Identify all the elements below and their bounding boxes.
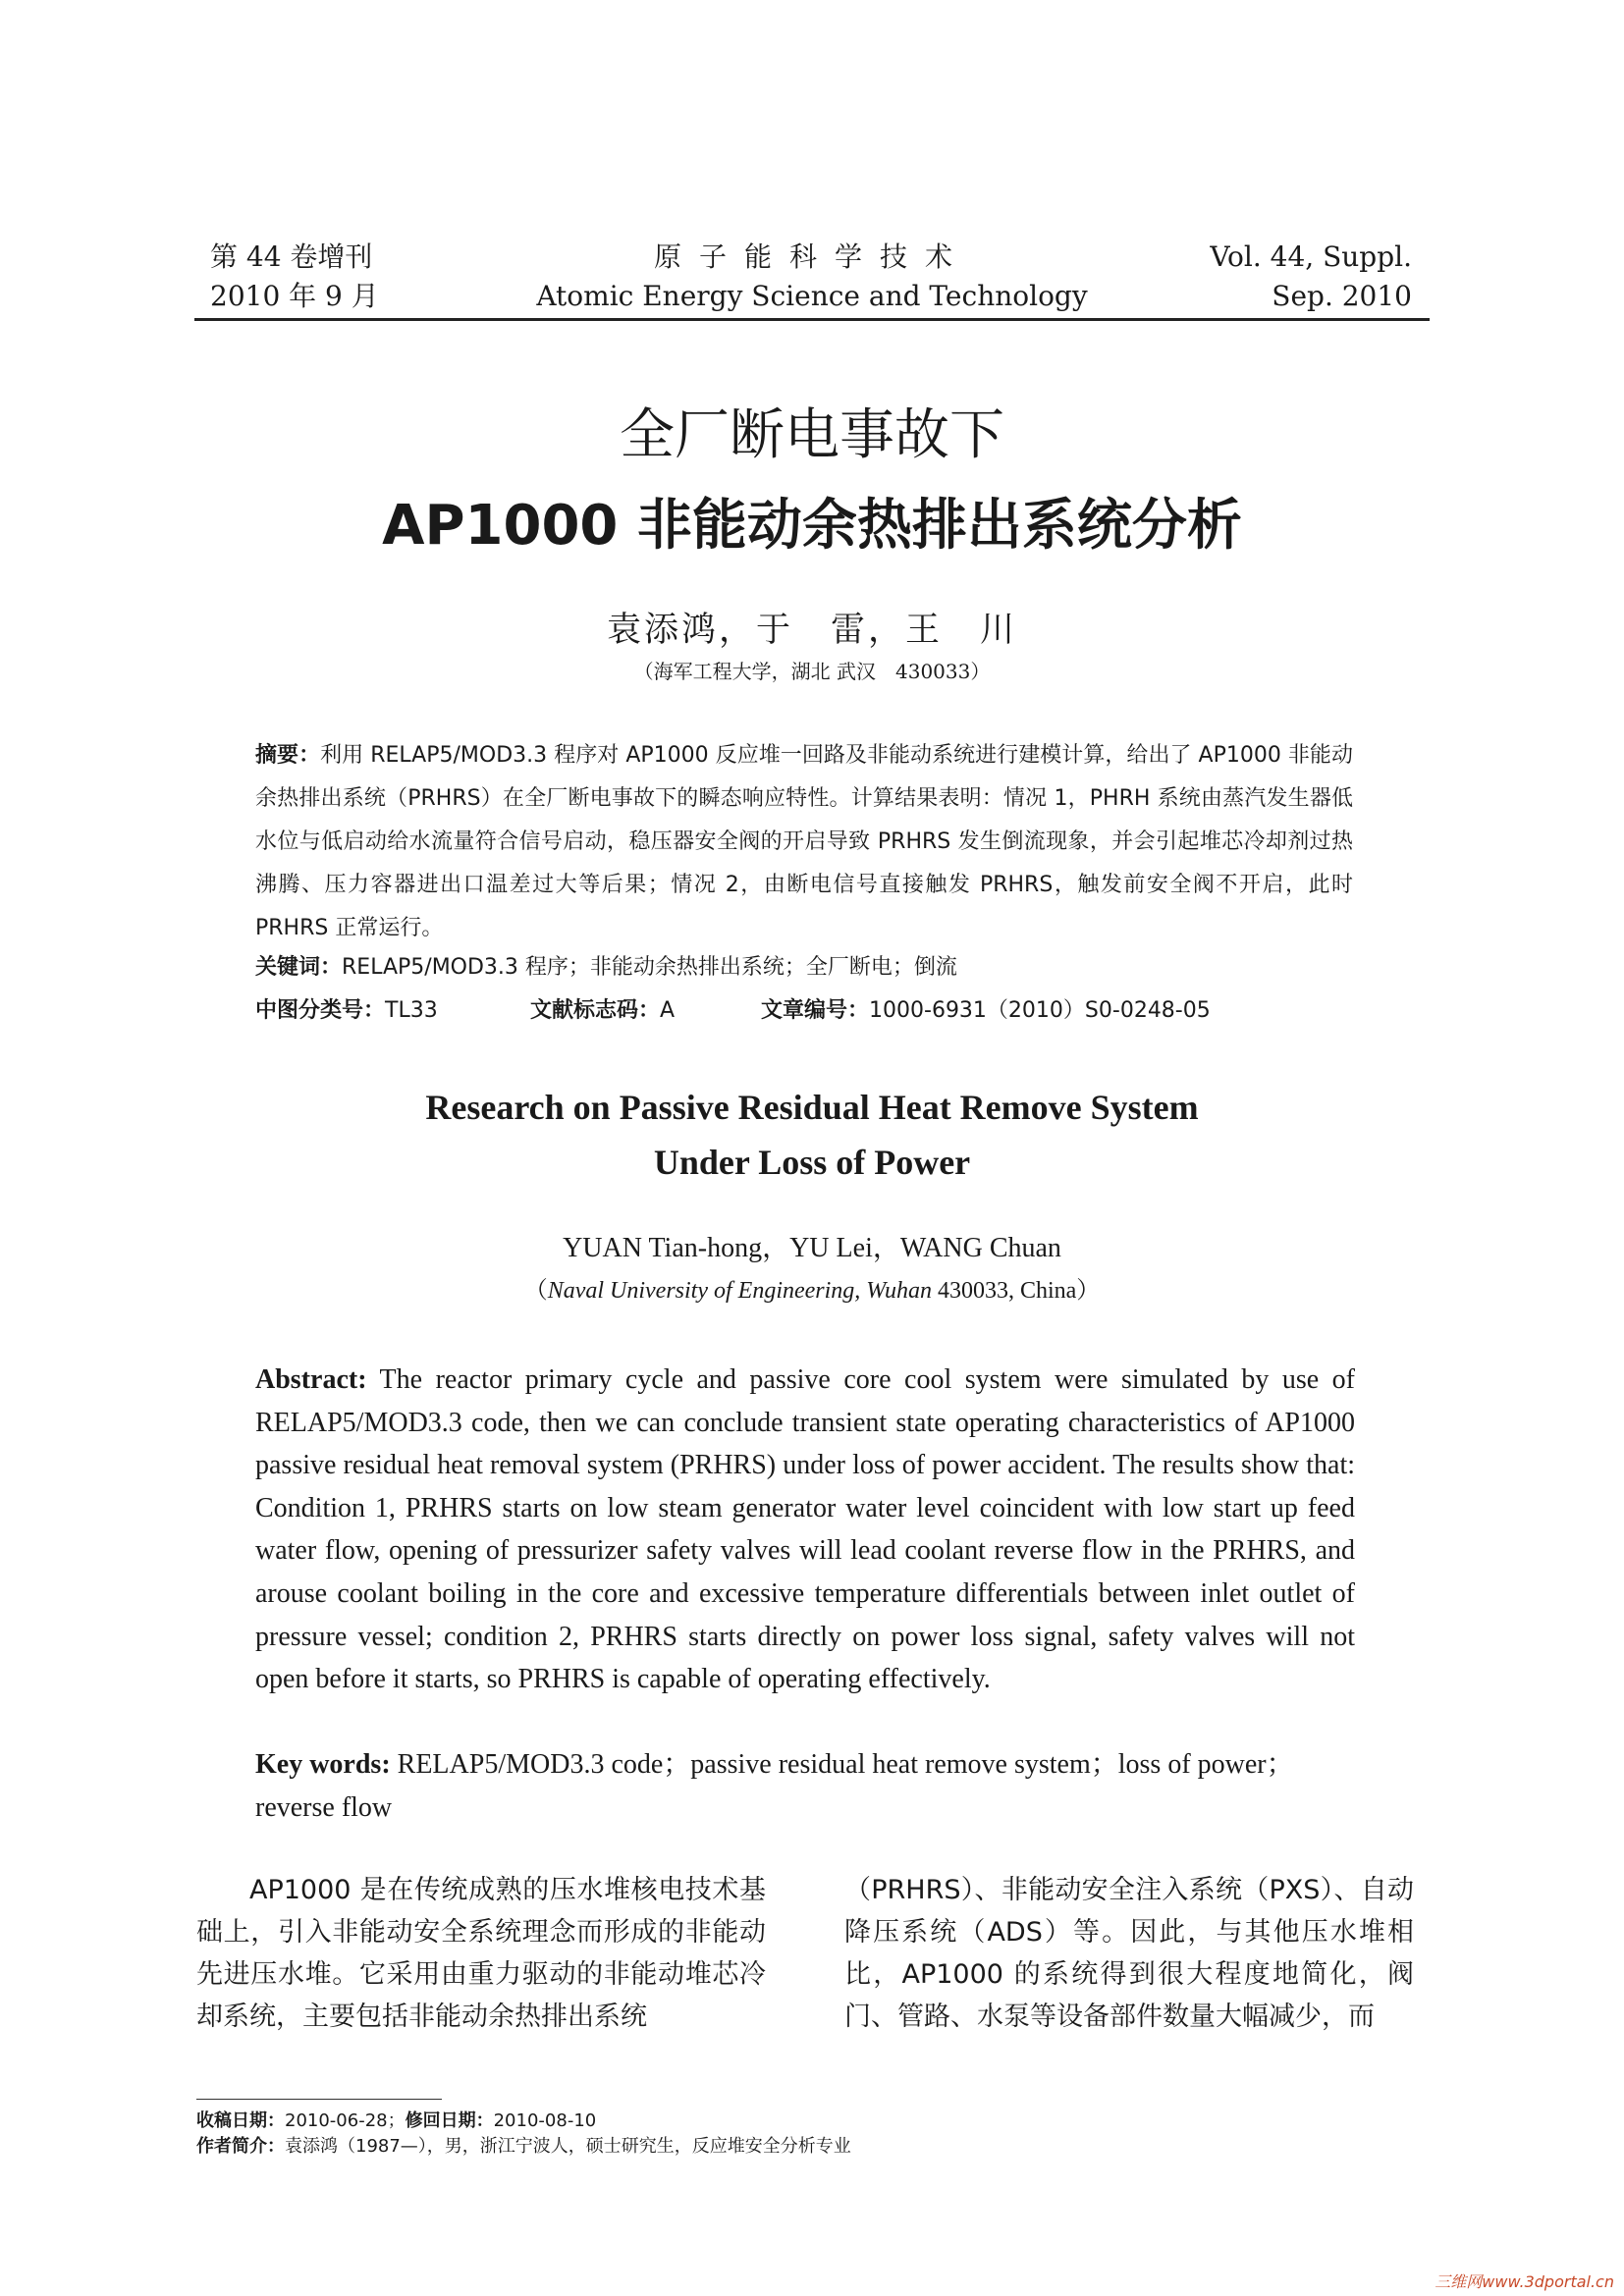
clc-label: 中图分类号： xyxy=(255,998,386,1023)
keywords-cn-label: 关键词： xyxy=(255,955,343,980)
doc-code xyxy=(530,989,761,1033)
article-number xyxy=(761,989,1211,1033)
revised-label: 修回日期： xyxy=(405,2110,494,2131)
journal-name-en: Atomic Energy Science and Technology xyxy=(536,280,1088,312)
footnote-rule xyxy=(196,2099,442,2100)
footnote-dates xyxy=(196,2109,1375,2134)
abstract-cn-label: 摘要： xyxy=(255,743,321,768)
author-label: 作者简介： xyxy=(196,2136,285,2157)
revised-value: 2010-08-10 xyxy=(493,2110,597,2131)
abstract-en xyxy=(255,1359,1355,1701)
title-en-line2: Under Loss of Power xyxy=(653,1143,971,1182)
clc-code xyxy=(255,989,530,1033)
classification-line xyxy=(255,989,1353,1033)
abstract-cn xyxy=(255,734,1353,950)
body-column-left xyxy=(196,1869,766,2038)
affiliation-en xyxy=(0,1274,1624,1308)
title-cn-line1: 全厂断电事故下 xyxy=(620,403,1004,467)
body-paragraph-left: AP1000 是在传统成熟的压水堆核电技术基础上，引入非能动安全系统理念而形成的非能动先进压水堆。它采用由重力驱动的非能动堆芯冷却系统，主要包括非能动余热排出系统 xyxy=(196,1875,766,2032)
doc-value: A xyxy=(660,998,676,1023)
abstract-cn-text: 利用 RELAP5/MOD3.3 程序对 AP1000 反应堆一回路及非能动系统进行建模计算，给出了 AP1000 非能动余热排出系统（PRHRS）在全厂断电事故下的瞬态响应特性。计算结果表明：情况 1，PHRH 系统由蒸汽发生器低水位与低启动给水流量符合信号启动，稳压器安全阀的开启导致 PRHRS 发生倒流现象，并会引起堆芯冷却剂过热沸腾、压力容器进出口温差过大等后果；情况 2，由断电信号直接触发 PRHRS，触发前安全阀不开启，此时 PRHRS 正常运行。 xyxy=(255,743,1353,940)
keywords-en-label: Key words: xyxy=(255,1749,391,1780)
affiliation-en-open: （ xyxy=(523,1278,548,1304)
footnote-author xyxy=(196,2134,1375,2160)
journal-volume-en xyxy=(1210,238,1412,316)
authors-en: YUAN Tian-hong，YU Lei，WANG Chuan xyxy=(563,1233,1061,1263)
volume-cn: 第 44 卷增刊 xyxy=(210,240,373,273)
abstract-en-label: Abstract: xyxy=(255,1364,367,1395)
date-en: Sep. 2010 xyxy=(1272,280,1412,312)
body-paragraph-right: （PRHRS）、非能动安全注入系统（PXS）、自动降压系统（ADS）等。因此，与其他压水堆相比，AP1000 的系统得到很大程度地简化，阀门、管路、水泵等设备部件数量大幅减少，而 xyxy=(844,1875,1414,2032)
clc-value: TL33 xyxy=(385,998,438,1023)
keywords-cn xyxy=(255,946,1353,989)
article-value: 1000-6931（2010）S0-0248-05 xyxy=(869,998,1211,1023)
authors-cn: 袁添鸿，于 雷，王 川 xyxy=(606,611,1017,650)
volume-en: Vol. 44, Suppl. xyxy=(1210,240,1412,273)
journal-name-cn: 原子能科学技术 xyxy=(653,240,970,273)
keywords-cn-text: RELAP5/MOD3.3 程序；非能动余热排出系统；全厂断电；倒流 xyxy=(342,955,957,980)
affiliation-en-rest: 430033, China） xyxy=(931,1278,1101,1304)
title-cn-line2: AP1000 非能动余热排出系统分析 xyxy=(382,494,1242,558)
header-rule xyxy=(194,318,1430,321)
received-label: 收稿日期： xyxy=(196,2110,285,2131)
received-value: 2010-06-28； xyxy=(285,2110,406,2131)
abstract-en-text: The reactor primary cycle and passive core cool system were simulated by use of RELAP5/MOD3.3 code, then we can conclude transient state operating characteristics of AP1000 passive residual heat removal system (PRHRS) under loss of power accident. The results show that: Condition 1, PRHRS starts on low steam generator water level coincident with low start up feed water flow, opening of pressurizer safety valves will lead coolant reverse flow in the PRHRS, and arouse coolant boiling in the core and excessive temperature differentials between inlet outlet of pressure vessel; condition 2, PRHRS starts directly on power loss signal, safety valves will not open before it starts, so PRHRS is capable of operating effectively. xyxy=(255,1364,1355,1695)
affiliation-cn: （海军工程大学，湖北 武汉 430033） xyxy=(633,660,991,683)
article-label: 文章编号： xyxy=(761,998,870,1023)
keywords-en-text: RELAP5/MOD3.3 code；passive residual heat remove system；loss of power；reverse flow xyxy=(255,1749,1294,1823)
title-en-line1: Research on Passive Residual Heat Remove System xyxy=(425,1088,1199,1127)
author-value: 袁添鸿（1987—），男，浙江宁波人，硕士研究生，反应堆安全分析专业 xyxy=(285,2136,851,2157)
affiliation-en-institution: Naval University of Engineering, Wuhan xyxy=(547,1278,932,1304)
date-cn: 2010 年 9 月 xyxy=(210,280,379,312)
watermark: 三维网www.3dportal.cn xyxy=(1435,2272,1614,2291)
doc-label: 文献标志码： xyxy=(530,998,661,1023)
body-column-right xyxy=(844,1869,1414,2038)
keywords-en xyxy=(255,1743,1355,1829)
